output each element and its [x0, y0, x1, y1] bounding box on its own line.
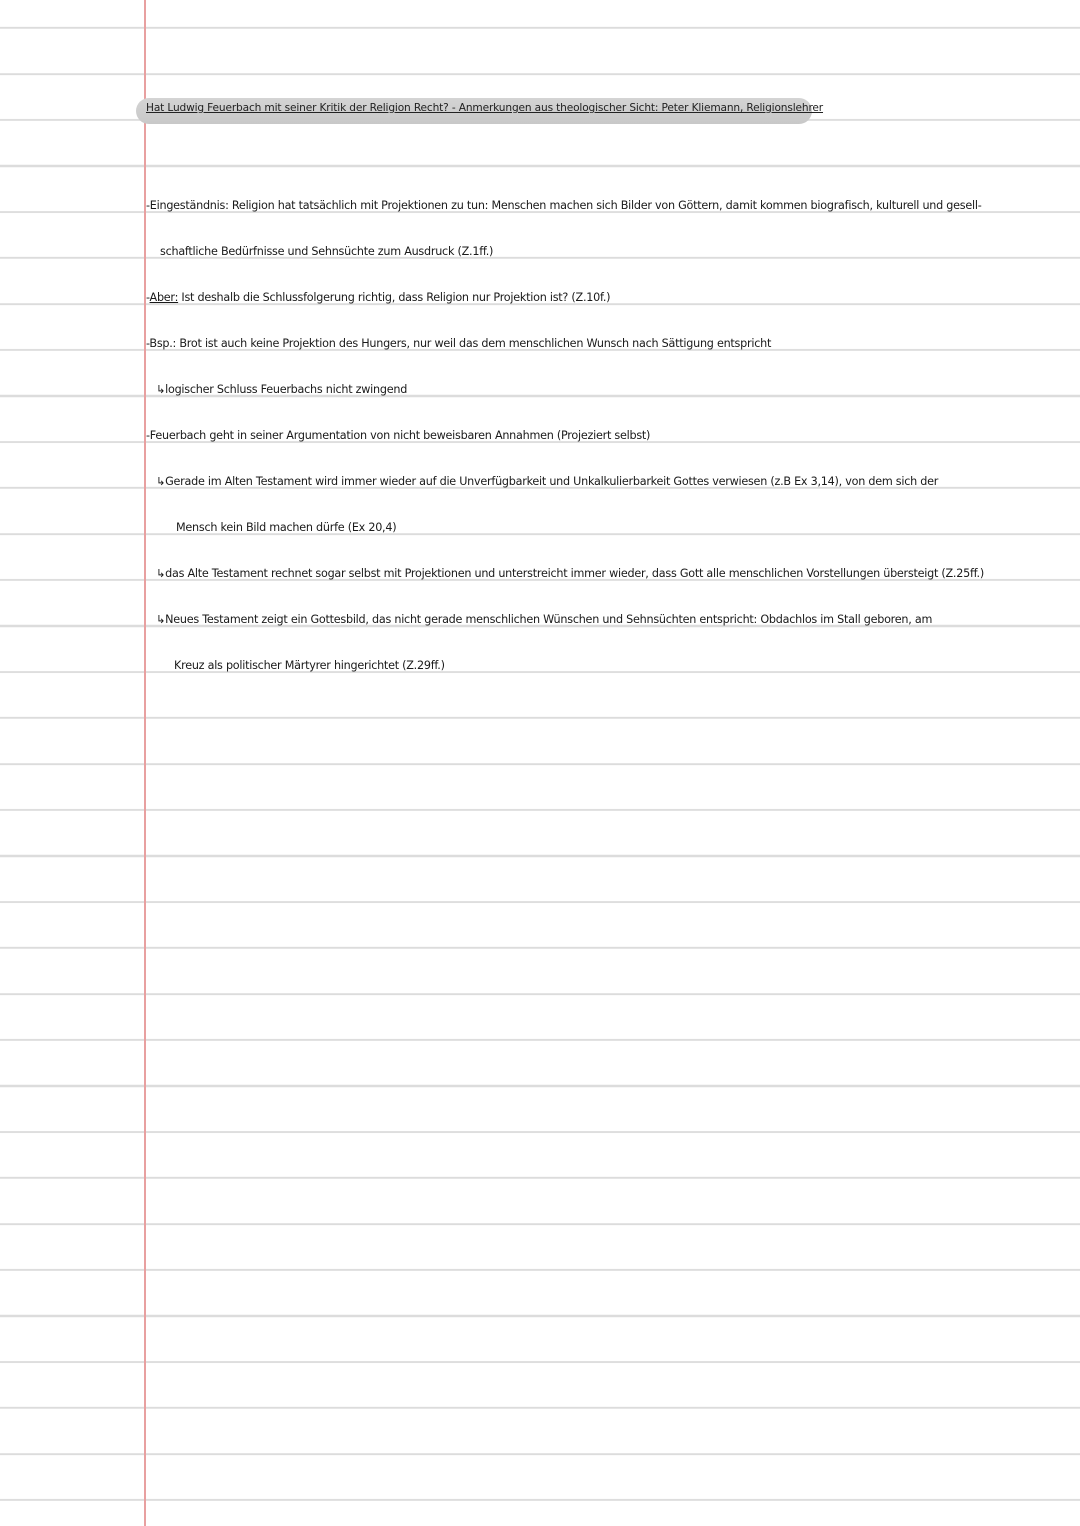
note-text: Mensch kein Bild machen dürfe (Ex 20,4) — [176, 521, 397, 534]
note-text: Neues Testament zeigt ein Gottesbild, das nicht gerade menschlichen Wünschen und Sehnsüchten entspricht: Obdachlos im Stall geboren, am — [165, 613, 933, 626]
note-text: Gerade im Alten Testament wird immer wieder auf die Unverfügbarkeit und Unkalkulierbarkeit Gottes verwiesen (z.B Ex 3,14), von dem sich der — [165, 475, 939, 488]
note-line — [156, 567, 984, 580]
arrow-icon: ↳ — [156, 383, 166, 396]
note-line — [146, 337, 771, 350]
note-line — [174, 659, 445, 672]
note-prefix: - — [146, 291, 150, 304]
note-text: Ist deshalb die Schlussfolgerung richtig, dass Religion nur Projektion ist? (Z.10f.) — [178, 291, 611, 304]
arrow-icon: ↳ — [156, 567, 166, 580]
page-title: Hat Ludwig Feuerbach mit seiner Kritik der Religion Recht? - Anmerkungen aus theologischer Sicht: Peter Kliemann, Religionslehrer — [146, 102, 824, 114]
note-line — [160, 245, 493, 258]
note-text: Eingeständnis: Religion hat tatsächlich mit Projektionen zu tun: Menschen machen sich Bilder von Göttern, damit kommen biografisch, kulturell und gesell- — [149, 199, 982, 212]
note-line — [146, 429, 650, 442]
note-text: Feuerbach geht in seiner Argumentation von nicht beweisbaren Annahmen (Projeziert selbst) — [149, 429, 651, 442]
margin-line — [144, 0, 146, 1526]
note-text: Bsp.: Brot ist auch keine Projektion des Hungers, nur weil das dem menschlichen Wunsch nach Sättigung entspricht — [149, 337, 772, 350]
note-text: Kreuz als politischer Märtyrer hingerichtet (Z.29ff.) — [174, 659, 445, 672]
note-label: Aber: — [149, 291, 179, 304]
note-line — [156, 613, 932, 626]
arrow-icon: ↳ — [156, 475, 166, 488]
note-prefix: - — [146, 199, 150, 212]
note-line — [156, 383, 407, 396]
note-prefix: - — [146, 337, 150, 350]
note-prefix: - — [146, 429, 150, 442]
note-line — [146, 199, 982, 212]
note-text: schaftliche Bedürfnisse und Sehnsüchte zum Ausdruck (Z.1ff.) — [160, 245, 494, 258]
note-line — [146, 291, 610, 304]
note-text: das Alte Testament rechnet sogar selbst mit Projektionen und unterstreicht immer wieder, dass Gott alle menschlichen Vorstellungen übersteigt (Z.25ff.) — [165, 567, 984, 580]
arrow-icon: ↳ — [156, 613, 166, 626]
note-line — [176, 521, 396, 534]
note-text: logischer Schluss Feuerbachs nicht zwingend — [165, 383, 408, 396]
note-line — [156, 475, 938, 488]
